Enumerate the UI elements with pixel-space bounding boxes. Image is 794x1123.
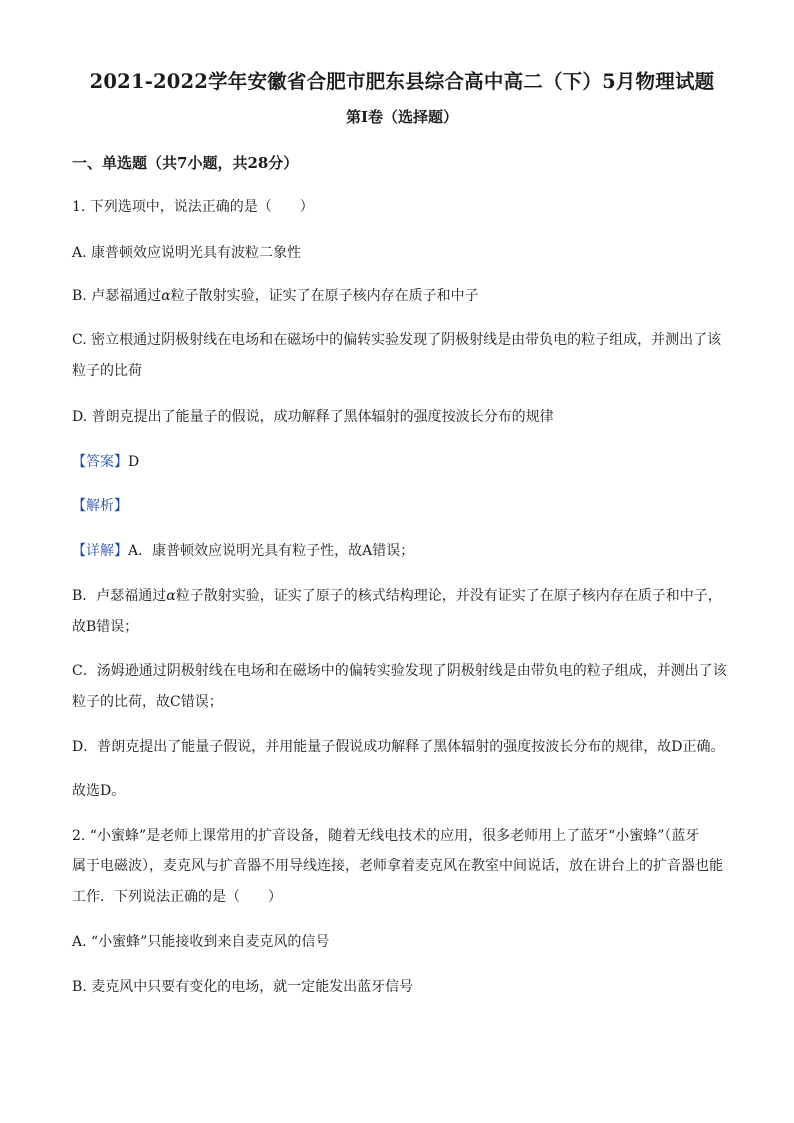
q1-option-c-line1: C. 密立根通过阴极射线在电场和在磁场中的偏转实验发现了阴极射线是由带负电的粒子组成，并测出了该 <box>72 332 722 348</box>
document-title: 2021-2022学年安徽省合肥市肥东县综合高中高二（下）5月物理试题 <box>89 70 715 93</box>
q2-stem-line2: 属于电磁波），麦克风与扩音器不用导线连接，老师拿着麦克风在教室中间说话，放在讲台上的扩音器也能 <box>72 858 723 874</box>
analysis-tag: 【解析】 <box>72 498 128 514</box>
detail-tag: 【详解】 <box>72 543 128 559</box>
q1-option-a: A. 康普顿效应说明光具有波粒二象性 <box>72 245 302 261</box>
detail-b-post: 粒子散射实验，证实了原子的核式结构理论，并没有证实了在原子核内存在质子和中子， <box>175 588 722 604</box>
q1-analysis <box>72 496 128 516</box>
section-heading: 一、单选题（共7小题，共28分） <box>72 154 299 172</box>
q1-detail-b-line1 <box>72 586 722 606</box>
q1-conclusion: 故选D。 <box>72 783 126 799</box>
q1-option-b <box>72 286 479 306</box>
q2-option-b: B. 麦克风中只要有变化的电场，就一定能发出蓝牙信号 <box>72 979 414 995</box>
answer-tag: 【答案】 <box>72 454 128 470</box>
alpha-symbol: α <box>161 288 171 304</box>
document-subtitle: 第I卷（选择题） <box>345 108 459 126</box>
answer-value: D <box>128 454 140 470</box>
detail-a-text: A．康普顿效应说明光具有粒子性，故A错误； <box>128 543 415 559</box>
q1-option-d: D. 普朗克提出了能量子的假说，成功解释了黑体辐射的强度按波长分布的规律 <box>72 409 554 425</box>
q1-detail-b-line2: 故B错误； <box>72 619 139 635</box>
q2-stem-line1: 2. “小蜜蜂”是老师上课常用的扩音设备，随着无线电技术的应用，很多老师用上了蓝牙“小蜜蜂”（蓝牙 <box>72 828 700 844</box>
q2-stem-line3: 工作．下列说法正确的是（ ） <box>72 889 282 905</box>
q1-answer <box>72 452 139 472</box>
q1-detail-a <box>72 541 414 561</box>
q1-option-b-post: 粒子散射实验，证实了在原子核内存在质子和中子 <box>170 288 479 304</box>
q1-option-c-line2: 粒子的比荷 <box>72 363 142 379</box>
q1-stem: 1. 下列选项中，说法正确的是（ ） <box>72 199 314 215</box>
q1-detail-d: D．普朗克提出了能量子假说，并用能量子假说成功解释了黑体辐射的强度按波长分布的规律，故D正确。 <box>72 739 725 755</box>
q2-option-a: A. “小蜜蜂”只能接收到来自麦克风的信号 <box>72 934 330 950</box>
q1-detail-c-line2: 粒子的比荷，故C错误； <box>72 694 223 710</box>
q1-detail-c-line1: C．汤姆逊通过阴极射线在电场和在磁场中的偏转实验发现了阴极射线是由带负电的粒子组成，并测出了该 <box>72 663 727 679</box>
detail-b-pre: B．卢瑟福通过 <box>72 588 167 604</box>
q1-option-b-pre: B. 卢瑟福通过 <box>72 288 162 304</box>
alpha-symbol: α <box>166 588 176 604</box>
